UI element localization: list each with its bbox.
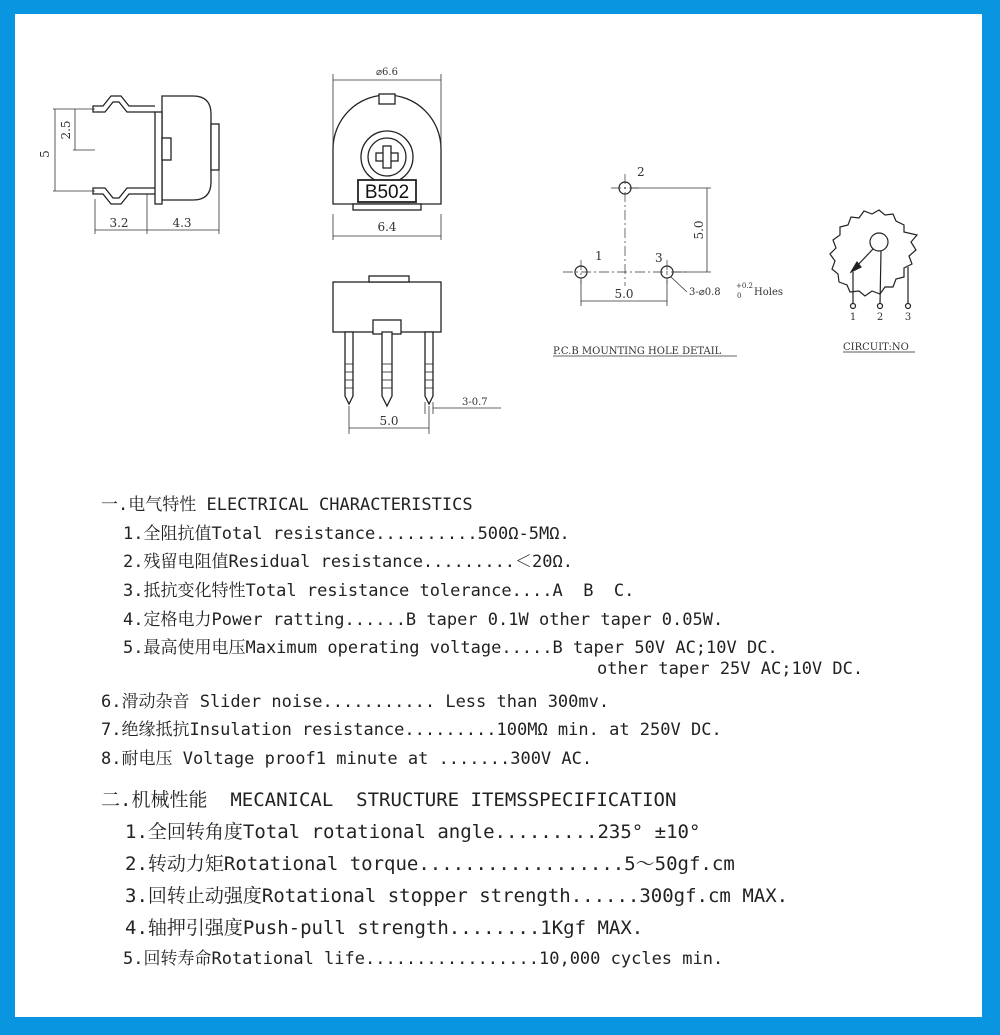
mechanical-item: 2.转动力矩Rotational torque..................5～50gf.cm <box>125 853 735 875</box>
pcb-holes-suffix: Holes <box>754 287 783 298</box>
mechanical-title: 二.机械性能 MECANICAL STRUCTURE ITEMSSPECIFICATION <box>101 789 677 811</box>
pcb-holes-tol-upper: +0.2 <box>736 282 753 290</box>
side-dim-height: 5 <box>38 150 52 158</box>
electrical-item: 4.定格电力Power ratting......B taper 0.1W other taper 0.05W. <box>123 610 724 630</box>
datasheet-page <box>15 14 982 1017</box>
front-dim-diameter: ⌀6.6 <box>376 67 398 78</box>
circuit-caption: CIRCUIT:NO <box>843 342 909 353</box>
mechanical-item: 4.轴押引强度Push-pull strength........1Kgf MAX. <box>125 917 644 939</box>
electrical-item: 1.全阻抗值Total resistance..........500Ω-5MΩ. <box>123 524 570 544</box>
electrical-title: 一.电气特性 ELECTRICAL CHARACTERISTICS <box>101 495 473 515</box>
circuit-pin2-label: 2 <box>876 312 884 323</box>
circuit-pin3-label: 3 <box>904 312 912 323</box>
electrical-item: 7.绝缘抵抗Insulation resistance.........100MΩ min. at 250V DC. <box>101 720 722 740</box>
front-dim-width: 6.4 <box>377 220 397 234</box>
bottom-dim-spacing: 5.0 <box>379 414 399 428</box>
mechanical-item: 3.回转止动强度Rotational stopper strength......300gf.cm MAX. <box>125 885 789 907</box>
electrical-item: 2.残留电阻值Residual resistance.........＜20Ω. <box>123 552 573 572</box>
mechanical-item: 5.回转寿命Rotational life.................10,000 cycles min. <box>123 949 724 969</box>
specifications <box>15 14 982 1017</box>
mechanical-item: 1.全回转角度Total rotational angle.........235° ±10° <box>125 821 701 843</box>
electrical-item: 8.耐电压 Voltage proof1 minute at .......300V AC. <box>101 749 593 769</box>
electrical-item-continuation: other taper 25V AC;10V DC. <box>597 659 864 679</box>
circuit-pin1-label: 1 <box>849 312 857 323</box>
electrical-item: 5.最高使用电压Maximum operating voltage.....B taper 50V AC;10V DC. <box>123 638 778 658</box>
pcb-pin2-label: 2 <box>637 165 645 179</box>
front-marking: B502 <box>364 182 410 203</box>
bottom-dim-pin: 3-0.7 <box>462 397 488 408</box>
pcb-dim-horizontal: 5.0 <box>614 287 634 301</box>
electrical-item: 3.抵抗变化特性Total resistance tolerance....A B C. <box>123 581 635 601</box>
pcb-pin3-label: 3 <box>655 251 663 265</box>
side-dim-mid: 2.5 <box>59 120 73 140</box>
pcb-holes-note: 3-⌀0.8 <box>689 287 721 298</box>
side-dim-left: 3.2 <box>109 216 129 230</box>
pcb-caption: P.C.B MOUNTING HOLE DETAIL <box>553 346 722 357</box>
electrical-item: 6.滑动杂音 Slider noise........... Less than 300mv. <box>101 692 610 712</box>
pcb-pin1-label: 1 <box>595 249 603 263</box>
pcb-holes-tol-lower: 0 <box>737 292 742 300</box>
side-dim-right: 4.3 <box>172 216 192 230</box>
pcb-dim-vertical: 5.0 <box>692 220 706 240</box>
